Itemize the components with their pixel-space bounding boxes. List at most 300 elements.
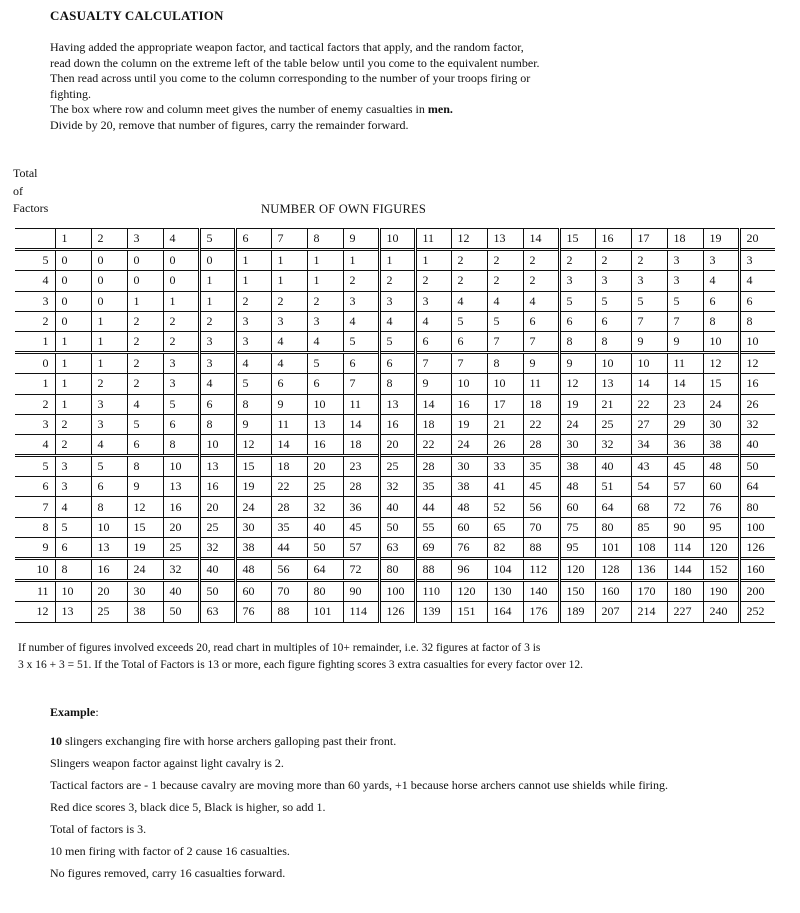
casualty-cell: 8	[91, 497, 127, 517]
casualty-cell: 20	[307, 456, 343, 477]
casualty-cell: 65	[487, 517, 523, 537]
casualty-cell: 4	[127, 394, 163, 414]
casualty-cell: 13	[91, 537, 127, 558]
factor-label: 5	[15, 456, 55, 477]
casualty-cell: 2	[595, 250, 631, 271]
casualty-cell: 57	[343, 537, 379, 558]
casualty-cell: 2	[163, 311, 199, 331]
casualty-cell: 0	[55, 250, 91, 271]
casualty-cell: 16	[379, 414, 415, 434]
intro-line: Having added the appropriate weapon factor, and tactical factors that apply, and the random factor,	[50, 40, 524, 54]
casualty-cell: 0	[199, 250, 235, 271]
intro-line	[50, 102, 750, 118]
casualty-cell: 36	[343, 497, 379, 517]
casualty-cell: 227	[667, 602, 703, 622]
casualty-cell: 48	[559, 477, 595, 497]
casualty-cell: 16	[307, 434, 343, 455]
casualty-cell: 1	[271, 271, 307, 291]
casualty-cell: 7	[451, 353, 487, 374]
casualty-cell: 72	[667, 497, 703, 517]
casualty-cell: 1	[55, 374, 91, 394]
casualty-cell: 1	[379, 250, 415, 271]
casualty-cell: 88	[523, 537, 559, 558]
casualty-cell: 207	[595, 602, 631, 622]
casualty-cell: 21	[487, 414, 523, 434]
casualty-cell: 110	[415, 581, 451, 602]
casualty-cell: 7	[487, 331, 523, 352]
casualty-cell: 19	[559, 394, 595, 414]
casualty-cell: 32	[163, 559, 199, 581]
casualty-cell: 90	[343, 581, 379, 602]
factor-label: 1	[15, 331, 55, 352]
casualty-cell: 140	[523, 581, 559, 602]
casualty-cell: 2	[127, 353, 163, 374]
casualty-cell: 5	[91, 456, 127, 477]
casualty-cell: 112	[523, 559, 559, 581]
casualty-cell: 64	[739, 477, 775, 497]
factor-label: 10	[15, 559, 55, 581]
example-lines	[50, 734, 770, 882]
casualty-cell: 32	[595, 434, 631, 455]
casualty-cell: 2	[127, 311, 163, 331]
column-header: 11	[415, 229, 451, 250]
casualty-cell: 9	[667, 331, 703, 352]
casualty-cell: 38	[235, 537, 271, 558]
intro-emphasis: men.	[427, 102, 453, 117]
casualty-cell: 8	[487, 353, 523, 374]
casualty-cell: 55	[415, 517, 451, 537]
casualty-cell: 29	[667, 414, 703, 434]
casualty-cell: 4	[271, 353, 307, 374]
casualty-cell: 69	[415, 537, 451, 558]
casualty-cell: 2	[199, 311, 235, 331]
factor-label: 1	[15, 374, 55, 394]
casualty-cell: 3	[91, 394, 127, 414]
casualty-cell: 25	[595, 414, 631, 434]
casualty-cell: 20	[163, 517, 199, 537]
column-header: 2	[91, 229, 127, 250]
casualty-cell: 4	[415, 311, 451, 331]
casualty-cell: 8	[127, 456, 163, 477]
casualty-cell: 10	[739, 331, 775, 352]
casualty-cell: 20	[199, 497, 235, 517]
example-heading-suffix: :	[95, 705, 99, 719]
casualty-cell: 2	[235, 291, 271, 311]
table-row	[15, 374, 775, 394]
casualty-cell: 32	[307, 497, 343, 517]
example-line-text: No figures removed, carry 16 casualties forward.	[50, 865, 286, 880]
intro-line: read down the column on the extreme left of the table below until you come to the equivalent number.	[50, 55, 540, 70]
casualty-cell: 2	[451, 271, 487, 291]
casualty-cell: 70	[271, 581, 307, 602]
casualty-cell: 30	[451, 456, 487, 477]
casualty-cell: 6	[91, 477, 127, 497]
column-header: 8	[307, 229, 343, 250]
casualty-cell: 38	[703, 434, 739, 455]
casualty-cell: 40	[379, 497, 415, 517]
casualty-cell: 80	[307, 581, 343, 602]
column-header: 13	[487, 229, 523, 250]
casualty-cell: 8	[379, 374, 415, 394]
table-row	[15, 581, 775, 602]
casualty-cell: 9	[271, 394, 307, 414]
casualty-cell: 5	[451, 311, 487, 331]
casualty-cell: 30	[703, 414, 739, 434]
casualty-cell: 28	[271, 497, 307, 517]
column-header: 10	[379, 229, 415, 250]
casualty-cell: 50	[307, 537, 343, 558]
casualty-cell: 60	[235, 581, 271, 602]
casualty-cell: 5	[55, 517, 91, 537]
casualty-cell: 2	[91, 374, 127, 394]
casualty-cell: 12	[127, 497, 163, 517]
casualty-cell: 164	[487, 602, 523, 622]
casualty-cell: 5	[379, 331, 415, 352]
casualty-cell: 48	[703, 456, 739, 477]
casualty-cell: 38	[559, 456, 595, 477]
casualty-cell: 45	[343, 517, 379, 537]
casualty-cell: 13	[595, 374, 631, 394]
intro-line: Then read across until you come to the column corresponding to the number of your troops firing or	[50, 71, 531, 86]
casualty-cell: 10	[91, 517, 127, 537]
casualty-cell: 40	[307, 517, 343, 537]
casualty-cell: 4	[523, 291, 559, 311]
casualty-cell: 10	[307, 394, 343, 414]
casualty-cell: 2	[307, 291, 343, 311]
casualty-cell: 2	[487, 250, 523, 271]
casualty-cell: 104	[487, 559, 523, 581]
casualty-cell: 180	[667, 581, 703, 602]
casualty-cell: 14	[343, 414, 379, 434]
casualty-cell: 24	[451, 434, 487, 455]
casualty-cell: 1	[235, 271, 271, 291]
casualty-cell: 52	[487, 497, 523, 517]
casualty-cell: 120	[703, 537, 739, 558]
column-header: 1	[55, 229, 91, 250]
casualty-cell: 1	[235, 250, 271, 271]
casualty-cell: 6	[559, 311, 595, 331]
column-header: 12	[451, 229, 487, 250]
casualty-cell: 100	[739, 517, 775, 537]
casualty-cell: 100	[379, 581, 415, 602]
casualty-cell: 13	[307, 414, 343, 434]
table-row	[15, 537, 775, 558]
casualty-cell: 4	[55, 497, 91, 517]
factor-label: 4	[15, 434, 55, 455]
casualty-cell: 54	[631, 477, 667, 497]
casualty-cell: 151	[451, 602, 487, 622]
column-header: 5	[199, 229, 235, 250]
column-header: 19	[703, 229, 739, 250]
casualty-cell: 35	[523, 456, 559, 477]
casualty-cell: 176	[523, 602, 559, 622]
casualty-cell: 22	[631, 394, 667, 414]
casualty-cell: 2	[631, 250, 667, 271]
casualty-cell: 40	[739, 434, 775, 455]
table-row	[15, 456, 775, 477]
casualty-cell: 0	[127, 250, 163, 271]
casualty-cell: 3	[235, 311, 271, 331]
casualty-cell: 16	[163, 497, 199, 517]
casualty-cell: 101	[595, 537, 631, 558]
casualty-cell: 3	[199, 353, 235, 374]
casualty-cell: 1	[307, 271, 343, 291]
casualty-cell: 3	[307, 311, 343, 331]
casualty-cell: 144	[667, 559, 703, 581]
casualty-cell: 114	[343, 602, 379, 622]
factor-label: 11	[15, 581, 55, 602]
casualty-cell: 252	[739, 602, 775, 622]
casualty-cell: 3	[55, 456, 91, 477]
casualty-cell: 22	[523, 414, 559, 434]
casualty-cell: 1	[55, 353, 91, 374]
column-header: 3	[127, 229, 163, 250]
casualty-cell: 22	[415, 434, 451, 455]
corner-cell	[15, 229, 55, 250]
casualty-cell: 72	[343, 559, 379, 581]
casualty-cell: 33	[487, 456, 523, 477]
casualty-cell: 18	[415, 414, 451, 434]
casualty-cell: 190	[703, 581, 739, 602]
casualty-cell: 19	[235, 477, 271, 497]
casualty-cell: 189	[559, 602, 595, 622]
casualty-cell: 139	[415, 602, 451, 622]
casualty-cell: 6	[127, 434, 163, 455]
casualty-cell: 28	[415, 456, 451, 477]
casualty-cell: 11	[271, 414, 307, 434]
casualty-cell: 0	[55, 311, 91, 331]
casualty-cell: 63	[199, 602, 235, 622]
factor-label: 4	[15, 271, 55, 291]
example-section	[50, 705, 770, 888]
casualty-cell: 26	[739, 394, 775, 414]
casualty-cell: 1	[271, 250, 307, 271]
casualty-cell: 16	[91, 559, 127, 581]
casualty-cell: 17	[487, 394, 523, 414]
casualty-cell: 14	[631, 374, 667, 394]
casualty-cell: 10	[55, 581, 91, 602]
casualty-cell: 35	[415, 477, 451, 497]
casualty-cell: 38	[127, 602, 163, 622]
factor-label: 2	[15, 394, 55, 414]
casualty-cell: 63	[379, 537, 415, 558]
casualty-cell: 150	[559, 581, 595, 602]
casualty-cell: 64	[595, 497, 631, 517]
casualty-cell: 40	[163, 581, 199, 602]
casualty-cell: 214	[631, 602, 667, 622]
casualty-cell: 24	[235, 497, 271, 517]
casualty-cell: 85	[631, 517, 667, 537]
casualty-cell: 126	[379, 602, 415, 622]
casualty-cell: 68	[631, 497, 667, 517]
casualty-cell: 35	[271, 517, 307, 537]
casualty-cell: 5	[595, 291, 631, 311]
casualty-cell: 4	[91, 434, 127, 455]
casualty-cell: 25	[91, 602, 127, 622]
footnote	[18, 640, 798, 673]
casualty-cell: 25	[163, 537, 199, 558]
casualty-cell: 96	[451, 559, 487, 581]
casualty-cell: 16	[739, 374, 775, 394]
table-row	[15, 517, 775, 537]
example-line-text: Total of factors is 3.	[50, 821, 147, 836]
casualty-cell: 152	[703, 559, 739, 581]
casualty-cell: 13	[163, 477, 199, 497]
factor-label: 7	[15, 497, 55, 517]
intro-instructions	[50, 40, 750, 134]
casualty-cell: 0	[55, 271, 91, 291]
casualty-cell: 12	[703, 353, 739, 374]
casualty-cell: 12	[559, 374, 595, 394]
casualty-cell: 8	[199, 414, 235, 434]
casualty-cell: 4	[271, 331, 307, 352]
casualty-cell: 6	[55, 537, 91, 558]
casualty-cell: 6	[379, 353, 415, 374]
factor-label: 0	[15, 353, 55, 374]
table-row	[15, 271, 775, 291]
casualty-cell: 8	[559, 331, 595, 352]
casualty-cell: 10	[451, 374, 487, 394]
casualty-cell: 3	[199, 331, 235, 352]
casualty-cell: 45	[667, 456, 703, 477]
casualty-cell: 34	[631, 434, 667, 455]
casualty-cell: 13	[199, 456, 235, 477]
table-row	[15, 331, 775, 352]
casualty-cell: 130	[487, 581, 523, 602]
casualty-cell: 108	[631, 537, 667, 558]
casualty-cell: 120	[451, 581, 487, 602]
casualty-cell: 6	[739, 291, 775, 311]
example-line-text: Tactical factors are - 1 because cavalry are moving more than 60 yards, +1 because horse archers cannot use shields while firing.	[50, 777, 669, 792]
casualty-cell: 160	[595, 581, 631, 602]
casualty-cell: 24	[703, 394, 739, 414]
casualty-cell: 32	[199, 537, 235, 558]
casualty-cell: 14	[271, 434, 307, 455]
casualty-cell: 1	[163, 291, 199, 311]
row-axis-label-line: Total	[13, 166, 38, 180]
column-header: 20	[739, 229, 775, 250]
intro-line: Divide by 20, remove that number of figures, carry the remainder forward.	[50, 117, 409, 132]
casualty-cell: 16	[199, 477, 235, 497]
casualty-cell: 6	[703, 291, 739, 311]
table-row	[15, 477, 775, 497]
casualty-cell: 3	[343, 291, 379, 311]
casualty-cell: 24	[559, 414, 595, 434]
casualty-cell: 3	[595, 271, 631, 291]
casualty-cell: 14	[667, 374, 703, 394]
factor-label: 5	[15, 250, 55, 271]
casualty-cell: 95	[703, 517, 739, 537]
example-line-text: Red dice scores 3, black dice 5, Black is higher, so add 1.	[50, 799, 326, 814]
casualty-cell: 36	[667, 434, 703, 455]
example-heading	[50, 705, 770, 721]
casualty-cell: 6	[415, 331, 451, 352]
casualty-cell: 40	[595, 456, 631, 477]
casualty-cell: 2	[523, 271, 559, 291]
casualty-cell: 170	[631, 581, 667, 602]
casualty-cell: 30	[559, 434, 595, 455]
casualty-cell: 26	[487, 434, 523, 455]
casualty-cell: 0	[127, 271, 163, 291]
casualty-cell: 7	[667, 311, 703, 331]
column-header: 16	[595, 229, 631, 250]
casualty-cell: 8	[595, 331, 631, 352]
casualty-cell: 48	[451, 497, 487, 517]
table-row	[15, 434, 775, 455]
casualty-cell: 28	[523, 434, 559, 455]
casualty-cell: 2	[163, 331, 199, 352]
table-row	[15, 394, 775, 414]
casualty-cell: 41	[487, 477, 523, 497]
column-header: 18	[667, 229, 703, 250]
casualty-cell: 80	[595, 517, 631, 537]
column-header: 14	[523, 229, 559, 250]
casualty-cell: 11	[343, 394, 379, 414]
factor-label: 9	[15, 537, 55, 558]
casualty-cell: 80	[379, 559, 415, 581]
casualty-cell: 56	[523, 497, 559, 517]
example-line	[50, 734, 770, 750]
casualty-cell: 7	[631, 311, 667, 331]
casualty-cell: 2	[487, 271, 523, 291]
casualty-cell: 13	[379, 394, 415, 414]
casualty-cell: 240	[703, 602, 739, 622]
casualty-cell: 18	[523, 394, 559, 414]
casualty-cell: 76	[703, 497, 739, 517]
casualty-cell: 60	[703, 477, 739, 497]
casualty-cell: 22	[271, 477, 307, 497]
casualty-cell: 50	[163, 602, 199, 622]
casualty-cell: 9	[523, 353, 559, 374]
column-header: 4	[163, 229, 199, 250]
casualty-cell: 28	[343, 477, 379, 497]
example-line	[50, 756, 770, 772]
casualty-cell: 50	[379, 517, 415, 537]
casualty-cell: 1	[91, 353, 127, 374]
casualty-cell: 3	[55, 477, 91, 497]
casualty-cell: 88	[415, 559, 451, 581]
casualty-cell: 76	[235, 602, 271, 622]
column-header: 6	[235, 229, 271, 250]
casualty-cell: 80	[739, 497, 775, 517]
casualty-cell: 2	[127, 374, 163, 394]
example-line-text: Slingers weapon factor against light cavalry is 2.	[50, 755, 284, 770]
casualty-cell: 4	[379, 311, 415, 331]
footnote-line: 3 x 16 + 3 = 51. If the Total of Factors is 13 or more, each figure fighting scores 3 extra casualties for every factor over 12.	[18, 658, 584, 671]
casualty-cell: 4	[343, 311, 379, 331]
casualty-cell: 23	[667, 394, 703, 414]
casualty-cell: 2	[343, 271, 379, 291]
casualty-cell: 70	[523, 517, 559, 537]
row-axis-label-line: Factors	[13, 201, 49, 215]
casualty-cell: 24	[127, 559, 163, 581]
casualty-cell: 1	[199, 271, 235, 291]
casualty-cell: 16	[451, 394, 487, 414]
casualty-cell: 76	[451, 537, 487, 558]
casualty-cell: 20	[91, 581, 127, 602]
casualty-cell: 1	[307, 250, 343, 271]
casualty-cell: 9	[415, 374, 451, 394]
casualty-cell: 3	[703, 250, 739, 271]
casualty-cell: 136	[631, 559, 667, 581]
casualty-cell: 3	[667, 250, 703, 271]
example-line	[50, 822, 770, 838]
table-row	[15, 250, 775, 271]
casualty-cell: 2	[415, 271, 451, 291]
casualty-cell: 6	[595, 311, 631, 331]
casualty-cell: 13	[55, 602, 91, 622]
casualty-cell: 3	[163, 353, 199, 374]
